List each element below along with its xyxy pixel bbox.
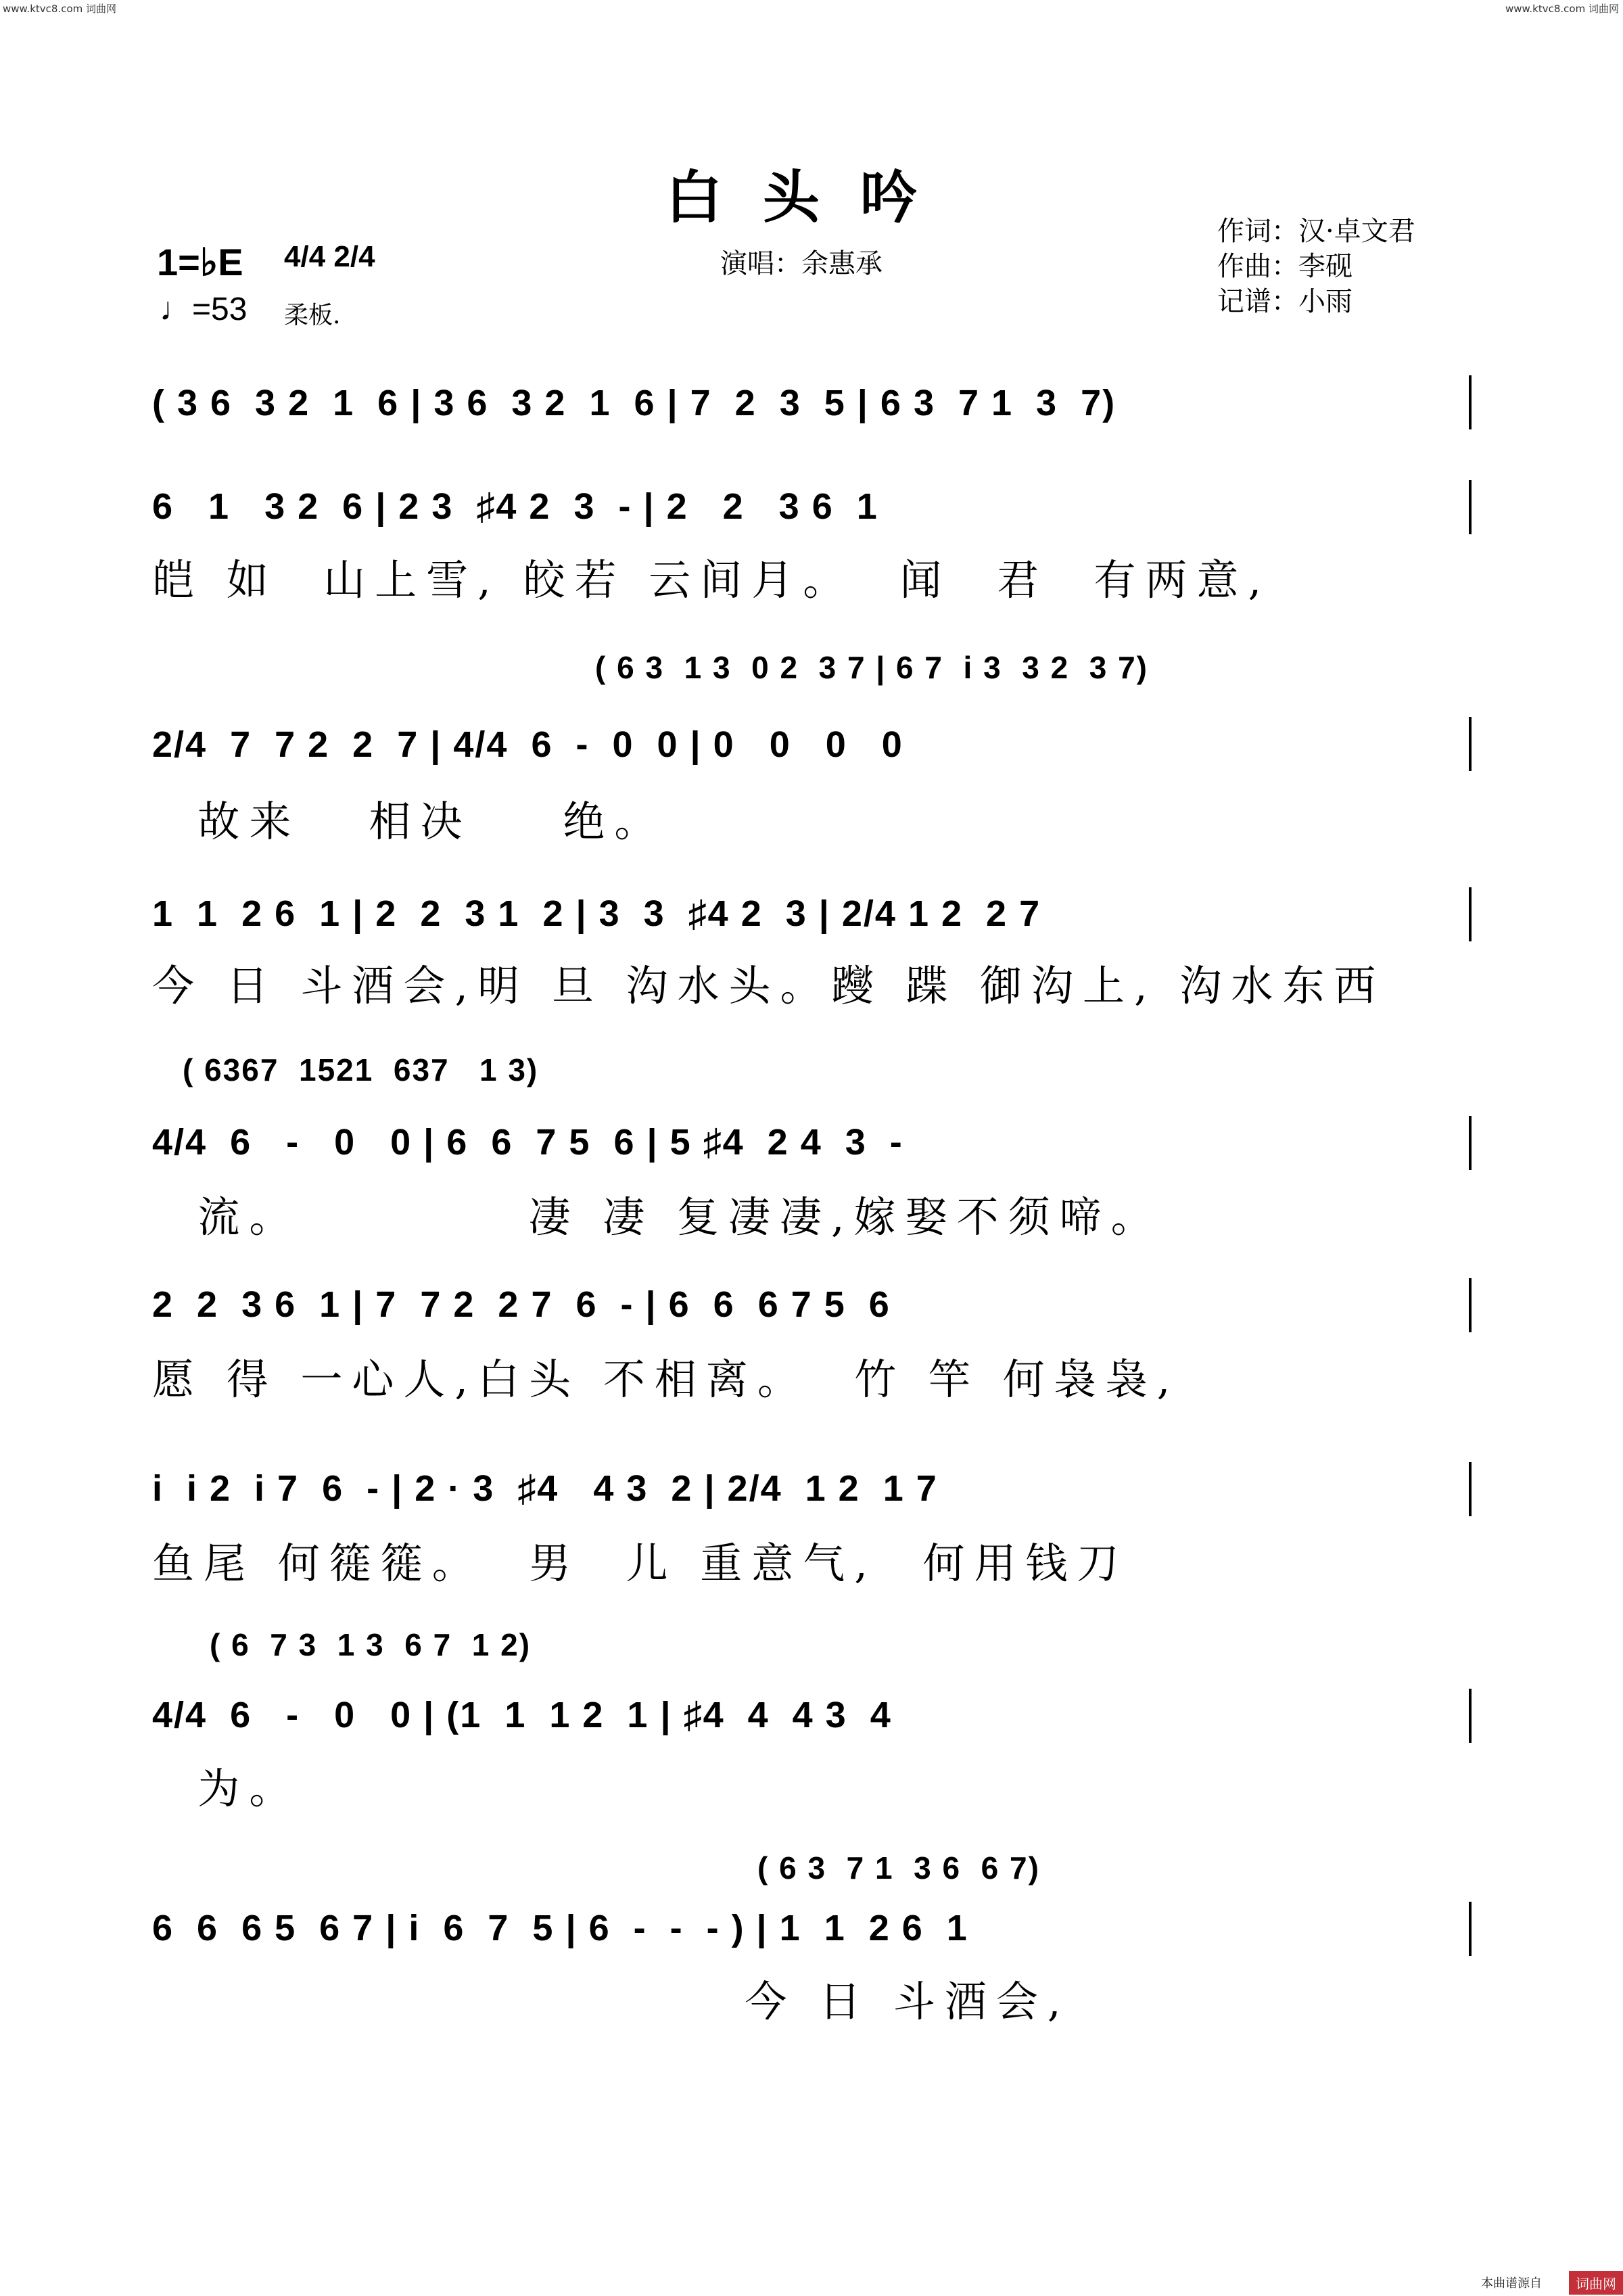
- score-line-3-lyrics: 故来 相决 绝。: [152, 797, 666, 846]
- score-line-4-lyrics: 今 日 斗酒会,明 旦 沟水头。躞 蹀 御沟上, 沟水东西: [152, 961, 1386, 1010]
- key-signature: 1=♭E: [157, 241, 243, 283]
- score-line-5-lyrics: 流。 凄 凄 复凄凄,嫁娶不须啼。: [152, 1192, 1162, 1242]
- site-watermark-right: www.ktvc8.com 词曲网: [1505, 3, 1619, 15]
- barline: [1469, 887, 1472, 941]
- footer-source-text: 本曲谱源自: [1481, 2276, 1542, 2291]
- barline: [1469, 1116, 1472, 1170]
- barline: [1469, 1278, 1472, 1332]
- score-line-1-notes: ( 3 6 3 2 1 6 | 3 6 3 2 1 6 | 7 2 3 5 | 6 3 7 1 3 7): [152, 383, 1116, 423]
- score-line-9-notes: 6 6 6 5 6 7 | i 6 7 5 | 6 - - - ) | 1 1 2 6 1: [152, 1908, 968, 1948]
- composer-credit: 作曲：李砚: [1217, 251, 1352, 282]
- time-signature: 4/4 2/4: [284, 240, 375, 273]
- score-line-2-lyrics: 皑 如 山上雪, 皎若 云间月。 闻 君 有两意,: [152, 555, 1271, 605]
- transcriber-credit: 记谱：小雨: [1217, 286, 1352, 317]
- footer-site-badge[interactable]: 词曲网: [1569, 2271, 1623, 2295]
- barline: [1469, 1689, 1472, 1743]
- singer-credit: 演唱：余惠承: [720, 248, 883, 279]
- score-line-8-notes: 4/4 6 - 0 0 | (1 1 1 2 1 | ♯4 4 4 3 4: [152, 1695, 892, 1735]
- tempo-marking: ♩=53: [160, 291, 248, 327]
- barline: [1469, 480, 1472, 534]
- tempo-text: 柔板.: [284, 302, 341, 329]
- lyricist-credit: 作词：汉·卓文君: [1217, 216, 1415, 247]
- score-line-3-intro: ( 6 3 1 3 0 2 3 7 | 6 7 i 3 3 2 3 7): [595, 650, 1148, 685]
- barline: [1469, 1902, 1472, 1956]
- score-line-6-lyrics: 愿 得 一心人,白头 不相离。 竹 竿 何袅袅,: [152, 1355, 1180, 1404]
- score-line-3-notes: 2/4 7 7 2 2 7 | 4/4 6 - 0 0 | 0 0 0 0: [152, 724, 903, 765]
- score-line-9-lyrics: 今 日 斗酒会,: [152, 1977, 1071, 2026]
- score-line-7-lyrics: 鱼尾 何簁簁。 男 儿 重意气, 何用钱刀: [152, 1539, 1129, 1588]
- score-line-5-notes: 4/4 6 - 0 0 | 6 6 7 5 6 | 5 ♯4 2 4 3 -: [152, 1122, 903, 1163]
- score-line-7-notes: i i 2 i 7 6 - | 2 · 3 ♯4 4 3 2 | 2/4 1 2 1 7: [152, 1468, 938, 1509]
- score-line-9-intro: ( 6 3 7 1 3 6 6 7): [757, 1850, 1040, 1885]
- barline: [1469, 1462, 1472, 1516]
- score-line-8-lyrics: 为。: [152, 1764, 301, 1813]
- score-line-8-intro: ( 6 7 3 1 3 6 7 1 2): [210, 1627, 532, 1662]
- score-line-4-notes: 1 1 2 6 1 | 2 2 3 1 2 | 3 3 ♯4 2 3 | 2/4 1 2 2 7: [152, 893, 1041, 934]
- score-line-6-notes: 2 2 3 6 1 | 7 7 2 2 7 6 - | 6 6 6 7 5 6: [152, 1284, 891, 1325]
- score-line-2-notes: 6 1 3 2 6 | 2 3 ♯4 2 3 - | 2 2 3 6 1: [152, 486, 878, 527]
- score-line-5-intro: ( 6367 1521 637 1 3): [183, 1052, 539, 1087]
- site-watermark-left: www.ktvc8.com 词曲网: [3, 3, 117, 15]
- barline: [1469, 375, 1472, 429]
- page-title: 白头吟: [665, 164, 958, 231]
- barline: [1469, 717, 1472, 771]
